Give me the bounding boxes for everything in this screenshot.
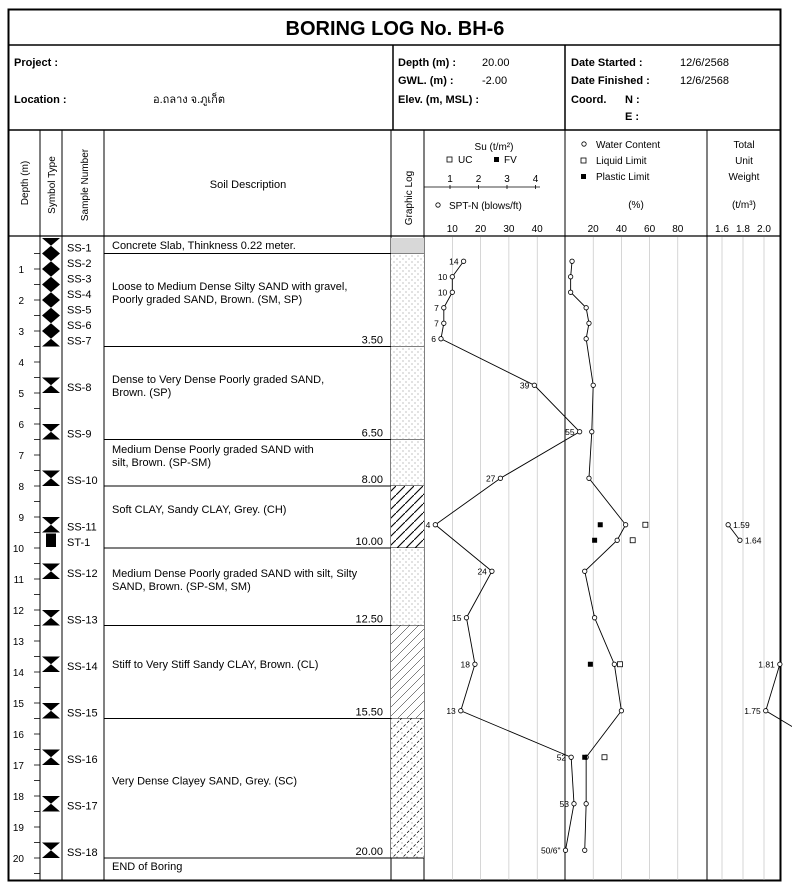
sample-number: SS-6 xyxy=(67,320,92,332)
water-content-point xyxy=(615,538,619,542)
depth-tick-label: 18 xyxy=(12,792,24,803)
unit-weight-tick-label: 1.6 xyxy=(715,224,729,235)
coord-n-label: N : xyxy=(625,94,640,106)
split-spoon-icon xyxy=(42,703,60,719)
liquid-limit-point xyxy=(630,538,635,543)
water-content-point xyxy=(592,616,596,620)
depth-tick-label: 3 xyxy=(18,327,24,338)
depth-tick-label: 19 xyxy=(12,823,24,834)
uc-label: UC xyxy=(458,155,473,166)
layer-bottom-depth: 12.50 xyxy=(355,613,383,626)
unit-weight-label: 1.64 xyxy=(744,535,762,546)
layer-description: Poorly graded SAND, Brown. (SM, SP) xyxy=(112,294,303,306)
spt-n-label: 13 xyxy=(446,705,456,716)
su-tick-label: 1 xyxy=(447,174,453,185)
spt-n-point xyxy=(442,306,446,310)
date-finished-value: 12/6/2568 xyxy=(680,75,729,87)
layer-description: Brown. (SP) xyxy=(112,387,172,399)
sample-number: SS-8 xyxy=(67,382,92,394)
spt-tick-label: 30 xyxy=(503,224,515,235)
project-label: Project : xyxy=(14,57,59,69)
percent-tick-label: 20 xyxy=(587,224,599,235)
spt-n-label: 4 xyxy=(425,519,431,530)
unit-weight-label-4: (t/m³) xyxy=(732,200,756,211)
percent-tick-label: 80 xyxy=(672,224,684,235)
layer-bottom-depth: 20.00 xyxy=(355,846,383,858)
water-content-point xyxy=(583,569,587,573)
split-spoon-icon xyxy=(42,254,60,270)
spt-n-label: 53 xyxy=(559,798,569,809)
depth-tick-label: 5 xyxy=(18,389,24,400)
sample-number: SS-7 xyxy=(67,335,92,348)
spt-n-series xyxy=(426,256,582,855)
sample-number: SS-14 xyxy=(67,661,98,673)
depth-axis xyxy=(13,254,40,874)
spt-n-point xyxy=(498,476,502,480)
spt-n-point xyxy=(569,755,573,759)
depth-tick-label: 4 xyxy=(18,358,24,369)
layer-description: Concrete Slab, Thinkness 0.22 meter. xyxy=(112,240,296,252)
water-content-point xyxy=(570,259,574,263)
split-spoon-icon xyxy=(42,796,60,812)
spt-n-label: 27 xyxy=(485,473,496,484)
water-content-line xyxy=(571,261,626,850)
split-spoon-icon xyxy=(42,238,60,254)
water-content-point xyxy=(568,290,572,294)
layer-bottom-depth: 6.50 xyxy=(361,427,383,440)
water-content-legend-icon xyxy=(582,142,586,146)
split-spoon-icon xyxy=(42,378,60,394)
graphic-log-clay xyxy=(391,486,424,548)
sample-number: SS-2 xyxy=(67,258,92,270)
plastic-limit-point xyxy=(598,522,603,527)
split-spoon-icon xyxy=(42,610,60,626)
location-label: Location : xyxy=(14,94,67,106)
spt-n-point xyxy=(572,802,576,806)
depth-tick-label: 12 xyxy=(12,606,24,617)
plastic-limit-label: Plastic Limit xyxy=(596,172,650,183)
unit-weight-point xyxy=(778,662,782,666)
su-tick-label: 3 xyxy=(504,174,510,185)
sample-number: SS-12 xyxy=(67,568,98,580)
water-content-point xyxy=(584,802,588,806)
sample-number: SS-1 xyxy=(67,242,92,255)
location-value: อ.ถลาง จ.ภูเก็ต xyxy=(153,94,225,106)
split-spoon-icon xyxy=(42,564,60,580)
depth-tick-label: 14 xyxy=(12,668,24,679)
spt-n-label: 6 xyxy=(431,333,436,344)
layer-description: Medium Dense Poorly graded SAND with xyxy=(112,443,314,456)
split-spoon-icon xyxy=(42,517,60,533)
liquid-limit-point xyxy=(617,662,622,667)
spt-n-label: 50/6" xyxy=(540,845,561,856)
split-spoon-icon xyxy=(42,657,60,673)
layer-description: SAND, Brown. (SP-SM, SM) xyxy=(112,580,251,593)
depth-tick-label: 2 xyxy=(18,296,24,307)
sample-column xyxy=(42,238,98,859)
liquid-limit-point xyxy=(602,755,607,760)
coord-label: Coord. xyxy=(571,94,607,106)
depth-tick-label: 17 xyxy=(12,761,24,772)
sample-number: ST-1 xyxy=(67,537,91,549)
depth-tick-label: 20 xyxy=(12,854,24,865)
unit-weight-line xyxy=(766,664,792,850)
layer-bottom-depth: 3.50 xyxy=(361,334,383,347)
spt-n-point xyxy=(464,616,468,620)
water-content-label: Water Content xyxy=(596,140,661,151)
water-content-point xyxy=(587,321,591,325)
water-content-point xyxy=(612,662,616,666)
spt-n-label: 7 xyxy=(434,302,439,313)
graphic-log-sand xyxy=(391,254,424,347)
layer-description: silt, Brown. (SP-SM) xyxy=(112,456,212,469)
split-spoon-icon xyxy=(42,331,60,347)
sample-number: SS-10 xyxy=(67,475,98,487)
chart-gridlines xyxy=(452,237,764,880)
water-content-point xyxy=(623,523,627,527)
layer-description: Soft CLAY, Sandy CLAY, Grey. (CH) xyxy=(112,504,287,516)
depth-value: 20.00 xyxy=(482,57,510,69)
depth-tick-label: 15 xyxy=(12,699,24,710)
fv-legend-icon xyxy=(494,157,499,162)
liquid-limit-legend-icon xyxy=(581,158,586,163)
depth-tick-label: 1 xyxy=(18,265,24,276)
depth-tick-label: 10 xyxy=(12,544,24,555)
water-content-point xyxy=(583,848,587,852)
spt-tick-label: 10 xyxy=(446,224,458,235)
sample-number: SS-16 xyxy=(67,754,98,766)
spt-legend-icon xyxy=(436,203,440,207)
split-spoon-icon xyxy=(42,316,60,332)
depth-tick-label: 9 xyxy=(18,513,24,524)
date-finished-label: Date Finished : xyxy=(571,75,650,87)
graphic-log-sand xyxy=(391,548,424,626)
moisture-series xyxy=(568,259,647,852)
liquid-limit-label: Liquid Limit xyxy=(596,156,647,167)
spt-n-point xyxy=(473,662,477,666)
gwl-label: GWL. (m) : xyxy=(398,75,454,87)
unit-weight-point xyxy=(726,523,730,527)
unit-weight-label: 1.75 xyxy=(744,705,761,716)
unit-weight-series xyxy=(726,520,792,856)
uc-legend-icon xyxy=(447,157,452,162)
spt-n-point xyxy=(442,321,446,325)
graphic-log-sand xyxy=(391,440,424,487)
spt-n-point xyxy=(433,523,437,527)
unit-weight-point xyxy=(738,538,742,542)
graphic-log-lightclay xyxy=(391,626,424,719)
sample-number: SS-17 xyxy=(67,800,98,813)
unit-weight-tick-label: 1.8 xyxy=(736,224,750,235)
unit-weight-tick-label: 2.0 xyxy=(757,224,771,235)
spt-n-point xyxy=(439,337,443,341)
depth-tick-label: 8 xyxy=(18,482,24,493)
split-spoon-icon xyxy=(42,269,60,285)
su-tick-label: 4 xyxy=(532,174,539,185)
project-info xyxy=(14,57,225,106)
split-spoon-icon xyxy=(42,285,60,301)
depth-tick-label: 16 xyxy=(12,730,24,741)
percent-label: (%) xyxy=(628,200,644,211)
depth-tick-label: 11 xyxy=(13,575,24,586)
spt-n-point xyxy=(459,709,463,713)
spt-n-label: 15 xyxy=(451,612,462,623)
date-info xyxy=(571,57,729,123)
elev-label: Elev. (m, MSL) : xyxy=(398,94,480,106)
unit-weight-label-3: Weight xyxy=(728,172,760,183)
sample-number: SS-15 xyxy=(67,707,98,720)
header-graphic-log: Graphic Log xyxy=(404,170,415,226)
unit-weight-label: 1.81 xyxy=(758,659,775,670)
sample-number: SS-3 xyxy=(67,273,92,286)
unit-weight-label-1: Total xyxy=(733,140,755,151)
spt-label: SPT-N (blows/ft) xyxy=(449,201,522,212)
water-content-point xyxy=(591,383,595,387)
unit-weight-point xyxy=(764,709,768,713)
unit-weight-label-2: Unit xyxy=(735,156,753,167)
graphic-log-sand xyxy=(391,347,424,440)
column-headers xyxy=(20,140,771,235)
layer-description: Medium Dense Poorly graded SAND with silt, Silty xyxy=(112,567,358,580)
split-spoon-icon xyxy=(42,843,60,859)
spt-n-label: 10 xyxy=(437,287,448,298)
water-content-point xyxy=(584,337,588,341)
sample-number: SS-4 xyxy=(67,289,92,301)
plastic-limit-point xyxy=(582,755,587,760)
layer-description: Loose to Medium Dense Silty SAND with gravel, xyxy=(112,281,348,293)
layer-bottom-depth: 8.00 xyxy=(361,474,383,486)
water-content-point xyxy=(584,306,588,310)
sample-number: SS-11 xyxy=(67,521,97,534)
spt-n-point xyxy=(532,383,536,387)
split-spoon-icon xyxy=(42,300,60,316)
sample-number: SS-18 xyxy=(67,847,98,859)
spt-n-label: 55 xyxy=(565,426,575,437)
liquid-limit-point xyxy=(643,522,648,527)
depth-label: Depth (m) : xyxy=(398,57,457,69)
spt-n-label: 24 xyxy=(477,566,487,577)
water-content-point xyxy=(568,275,572,279)
layer-description: Stiff to Very Stiff Sandy CLAY, Brown. (CL) xyxy=(112,659,319,671)
depth-tick-label: 7 xyxy=(18,451,24,462)
spt-tick-label: 40 xyxy=(531,224,543,235)
unit-weight-label: 1.59 xyxy=(733,519,750,530)
sample-number: SS-9 xyxy=(67,428,92,441)
spt-n-label: 52 xyxy=(556,752,567,763)
split-spoon-icon xyxy=(42,424,60,440)
layer-bottom-depth: 10.00 xyxy=(355,536,383,548)
coord-e-label: E : xyxy=(625,111,640,123)
graphic-log-concrete xyxy=(391,238,424,254)
end-of-boring: END of Boring xyxy=(112,861,183,873)
spt-n-label: 7 xyxy=(434,318,439,329)
layer-description: Very Dense Clayey SAND, Grey. (SC) xyxy=(112,775,298,788)
spt-n-point xyxy=(563,848,567,852)
water-content-point xyxy=(587,476,591,480)
soil-layers xyxy=(104,238,424,858)
depth-tick-label: 13 xyxy=(12,637,24,648)
spt-n-point xyxy=(450,275,454,279)
title: BORING LOG No. BH-6 xyxy=(285,18,505,40)
spt-n-point xyxy=(577,430,581,434)
water-content-point xyxy=(590,430,594,434)
gwl-value: -2.00 xyxy=(482,75,508,87)
spt-n-label: 10 xyxy=(437,271,448,282)
spt-n-label: 39 xyxy=(519,380,530,391)
date-started-value: 12/6/2568 xyxy=(680,57,729,69)
plastic-limit-point xyxy=(588,662,593,667)
percent-tick-label: 40 xyxy=(615,224,627,235)
spt-n-label: 18 xyxy=(460,659,470,670)
spt-n-point xyxy=(461,259,465,263)
layer-bottom-depth: 15.50 xyxy=(355,706,383,719)
su-tick-label: 2 xyxy=(475,174,482,185)
sample-number: SS-5 xyxy=(67,304,92,317)
plastic-limit-point xyxy=(592,538,597,543)
percent-tick-label: 60 xyxy=(644,224,656,235)
shelby-tube-icon xyxy=(46,534,56,548)
graphic-log-clayeysand xyxy=(391,719,424,859)
water-content-point xyxy=(619,709,623,713)
boring-info xyxy=(398,57,510,106)
layer-description: Dense to Very Dense Poorly graded SAND, xyxy=(112,374,325,386)
plastic-limit-legend-icon xyxy=(581,174,586,179)
spt-tick-label: 20 xyxy=(475,224,487,235)
sample-number: SS-13 xyxy=(67,614,98,627)
spt-n-point xyxy=(450,290,454,294)
spt-n-point xyxy=(490,569,494,573)
fv-label: FV xyxy=(504,155,517,166)
depth-tick-label: 6 xyxy=(18,420,24,431)
split-spoon-icon xyxy=(42,750,60,766)
split-spoon-icon xyxy=(42,471,60,487)
date-started-label: Date Started : xyxy=(571,57,643,69)
header-symbol-type: Symbol Type xyxy=(47,156,58,214)
spt-n-label: 14 xyxy=(449,256,459,267)
header-sample-number: Sample Number xyxy=(80,148,91,222)
header-soil-description: Soil Description xyxy=(209,179,287,191)
header-su: Su (t/m²) xyxy=(474,142,514,153)
header-depth: Depth (m) xyxy=(20,160,31,206)
